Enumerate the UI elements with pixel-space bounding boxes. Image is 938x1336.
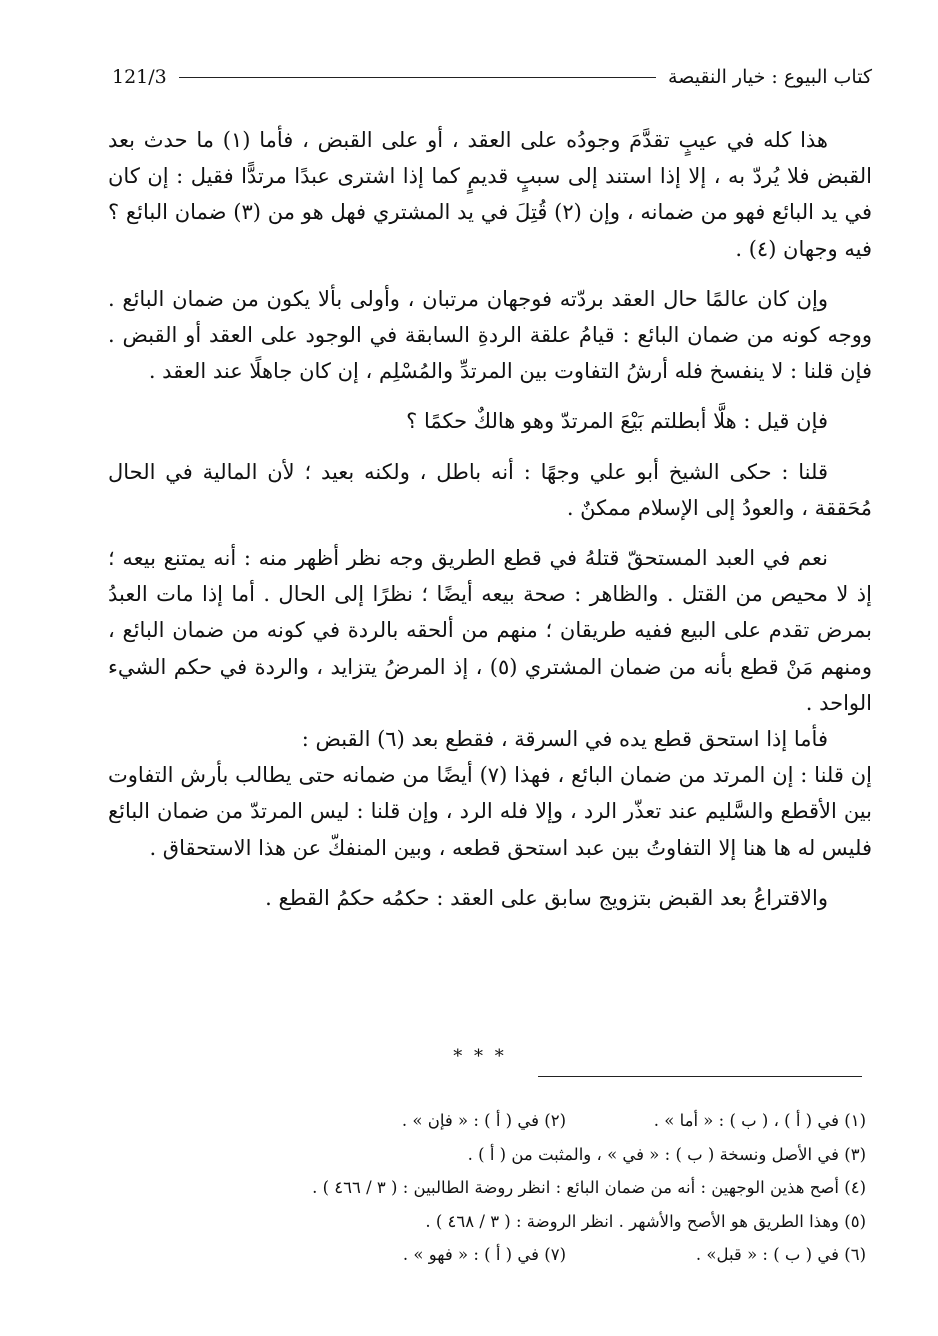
paragraph-5: نعم في العبد المستحقّ قتلهُ في قطع الطريق وجه نظر أظهر منه : أنه يمتنع بيعه ؛ إذ لا محيص من القتل . والظاهر : صحة بيعه أيضًا ؛ نظرًا إلى الحال . أما إذا مات العبدُ بمرض تقدم على البيع ففيه طريقان ؛ منهم من ألحقه بالردة في كونه من ضمان البائع ، ومنهم مَنْ قطع بأنه من ضمان المشتري (٥) ، إذ المرضُ يتزايد ، والردة في حكم الشيء الواحد . bbox=[108, 546, 872, 715]
footnote-5: (٥) وهذا الطريق هو الأصح والأشهر . انظر الروضة : ( ٣ / ٤٦٨ ) . bbox=[425, 1211, 866, 1231]
header-title: كتاب البيوع : خيار النقيصة bbox=[668, 66, 872, 88]
footnote-rule bbox=[538, 1076, 862, 1077]
header-rule bbox=[179, 77, 656, 78]
page-number: 121/3 bbox=[112, 66, 167, 88]
running-header bbox=[112, 62, 872, 92]
footnote-6: (٦) في ( ب ) : « قبل» . bbox=[695, 1245, 866, 1264]
main-text bbox=[108, 122, 872, 916]
footnote-4: (٤) أصح هذين الوجهين : أنه من ضمان البائع : انظر روضة الطالبين : ( ٣ / ٤٦٦ ) . bbox=[312, 1178, 866, 1197]
paragraph-6: فأما إذا استحق قطع يده في السرقة ، فقطع بعد (٦) القبض : bbox=[301, 727, 828, 752]
paragraph-8: والاقتراعُ بعد القبض بتزويج سابق على العقد : حكمُه حكمُ القطع . bbox=[265, 885, 828, 910]
paragraph-1: هذا كله في عيبٍ تقدَّمَ وجودُه على العقد ، أو على القبض ، فأما (١) ما حدث بعد القبض فلا يُردّ به ، إلا إذا استند إلى سببٍ قديمٍ كما إذا اشترى عبدًا مرتدًّا فقيل : إن كان في يد البائع فهو من ضمانه ، وإن (٢) قُتِلَ في يد المشتري فهل هو من (٣) ضمان البائع ؟ فيه وجهان (٤) . bbox=[108, 128, 872, 261]
footnote-7: (٧) في ( أ ) : « فهو » . bbox=[402, 1245, 566, 1264]
footnote-2: (٢) في ( أ ) : « فإن » . bbox=[401, 1111, 566, 1130]
footnote-row bbox=[190, 1238, 866, 1272]
section-separator: * * * bbox=[453, 1046, 507, 1067]
paragraph-2: وإن كان عالمًا حال العقد بردّته فوجهان مرتبان ، وأولى بألا يكون من ضمان البائع . ووجه كونه من ضمان البائع : قيامُ علقة الردةِ السابقة في الوجود على العقد أو القبض . فإن قلنا : لا ينفسخ فله أرشُ التفاوت بين المرتدِّ والمُسْلِم ، إن كان جاهلًا عند العقد . bbox=[108, 286, 872, 384]
footnote-1: (١) في ( أ ) ، ( ب ) : « أما » . bbox=[653, 1111, 866, 1130]
paragraph-4: قلنا : حكى الشيخ أبو علي وجهًا : أنه باطل ، ولكنه بعيد ؛ لأن المالية في الحال مُحَققة ، والعودُ إلى الإسلام ممكنٌ . bbox=[108, 459, 872, 520]
paragraph-3: فإن قيل : هلَّا أبطلتم بَيْعَ المرتدّ وهو هالكٌ حكمًا ؟ bbox=[406, 409, 828, 434]
paragraph-7: إن قلنا : إن المرتد من ضمان البائع ، فهذا (٧) أيضًا من ضمانه حتى يطالب بأرش التفاوت بين الأقطع والسَّليم عند تعذّر الرد ، وإلا فله الرد ، وإن قلنا : ليس المرتدّ من ضمان البائع فليس له ها هنا إلا التفاوتُ بين عبد استحق قطعه ، وبين المنفكّ عن هذا الاستحقاق . bbox=[108, 763, 872, 860]
footnotes bbox=[190, 1104, 866, 1272]
footnote-3: (٣) في الأصل ونسخة ( ب ) : « في » ، والمثبت من ( أ ) . bbox=[467, 1144, 866, 1164]
footnote-row bbox=[190, 1104, 866, 1138]
